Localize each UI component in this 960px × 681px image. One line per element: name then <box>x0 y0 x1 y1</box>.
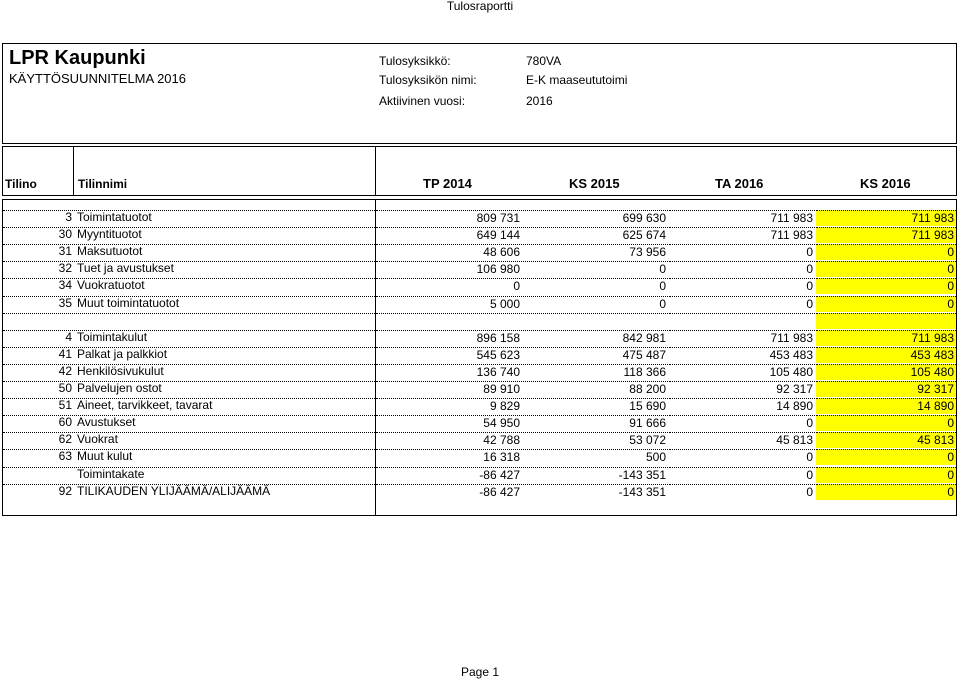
value-ks2015: 475 487 <box>523 347 668 363</box>
page-number: Page 1 <box>460 665 500 679</box>
value-ta2016: 92 317 <box>669 381 815 397</box>
value-ks2016: 0 <box>816 278 956 294</box>
field-value-unit-name: E-K maaseututoimi <box>526 73 628 87</box>
column-header-row <box>2 146 957 196</box>
report-header <box>2 43 957 144</box>
table-row <box>3 449 956 465</box>
value-tp2014: 136 740 <box>376 364 522 380</box>
value-ta2016: 711 983 <box>669 330 815 346</box>
value-ta2016: 45 813 <box>669 432 815 448</box>
organization-name: LPR Kaupunki <box>9 47 146 69</box>
account-number: 35 <box>58 295 72 310</box>
value-ta2016: 0 <box>669 261 815 277</box>
account-name: TILIKAUDEN YLIJÄÄMÄ/ALIJÄÄMÄ <box>77 483 271 498</box>
account-name: Muut kulut <box>77 449 133 464</box>
value-ks2016: 92 317 <box>816 381 956 397</box>
value-tp2014: -86 427 <box>376 467 522 483</box>
column-header-tp2014: TP 2014 <box>423 176 472 191</box>
value-tp2014 <box>376 313 522 329</box>
table-row <box>3 381 956 397</box>
value-ta2016: 0 <box>669 244 815 260</box>
document-title: Tulosraportti <box>446 0 514 13</box>
account-number: 62 <box>58 432 72 447</box>
table-row <box>3 398 956 414</box>
table-row <box>3 278 956 294</box>
value-ta2016: 105 480 <box>669 364 815 380</box>
name-cell-border <box>3 313 375 329</box>
value-ks2016: 0 <box>816 261 956 277</box>
value-ta2016: 711 983 <box>669 227 815 243</box>
value-ks2015: 500 <box>523 449 668 465</box>
column-divider <box>73 147 74 195</box>
column-header-ks2015: KS 2015 <box>569 176 620 191</box>
value-tp2014: 649 144 <box>376 227 522 243</box>
account-name: Aineet, tarvikkeet, tavarat <box>77 398 213 413</box>
value-ks2016: 711 983 <box>816 227 956 243</box>
value-ks2015: 0 <box>523 296 668 312</box>
value-tp2014: 16 318 <box>376 449 522 465</box>
account-name: Muut toimintatuotot <box>77 295 180 310</box>
value-ks2015: 118 366 <box>523 364 668 380</box>
account-name: Palkat ja palkkiot <box>77 346 168 361</box>
value-tp2014: 54 950 <box>376 415 522 431</box>
table-row <box>3 330 956 346</box>
value-tp2014: 42 788 <box>376 432 522 448</box>
value-ks2015: 88 200 <box>523 381 668 397</box>
value-tp2014: 5 000 <box>376 296 522 312</box>
table-row <box>3 415 956 431</box>
field-label-unit: Tulosyksikkö: <box>379 54 451 68</box>
value-ks2015: 0 <box>523 278 668 294</box>
value-ta2016: 0 <box>669 415 815 431</box>
account-name: Maksutuotot <box>77 244 143 259</box>
table-row <box>3 467 956 483</box>
account-name: Vuokratuotot <box>77 278 145 293</box>
account-number: 30 <box>58 227 72 242</box>
account-name: Toimintatuotot <box>77 210 152 224</box>
value-ks2016: 711 983 <box>816 330 956 346</box>
field-label-active-year: Aktiivinen vuosi: <box>379 94 466 108</box>
column-header-ta2016: TA 2016 <box>715 176 764 191</box>
value-ta2016 <box>669 313 815 329</box>
value-ks2016: 105 480 <box>816 364 956 380</box>
value-ks2016: 0 <box>816 415 956 431</box>
table-row <box>3 210 956 226</box>
value-ta2016: 453 483 <box>669 347 815 363</box>
value-ta2016: 0 <box>669 449 815 465</box>
value-ks2016: 711 983 <box>816 210 956 226</box>
value-ks2016: 0 <box>816 449 956 465</box>
account-number: 63 <box>58 449 72 464</box>
table-row <box>3 313 956 329</box>
account-name: Avustukset <box>77 415 136 430</box>
value-ks2015: 15 690 <box>523 398 668 414</box>
account-number: 4 <box>65 329 72 344</box>
column-divider <box>375 147 376 195</box>
value-ks2016: 14 890 <box>816 398 956 414</box>
value-tp2014: 0 <box>376 278 522 294</box>
value-tp2014: 9 829 <box>376 398 522 414</box>
account-number: 34 <box>58 278 72 293</box>
value-ks2015: 699 630 <box>523 210 668 226</box>
account-name: Myyntituotot <box>77 227 142 242</box>
value-ks2015: 0 <box>523 261 668 277</box>
column-header-ks2016: KS 2016 <box>860 176 911 191</box>
table-row <box>3 296 956 312</box>
value-ks2015: 625 674 <box>523 227 668 243</box>
value-tp2014: 545 623 <box>376 347 522 363</box>
value-ks2016: 45 813 <box>816 432 956 448</box>
value-tp2014: 48 606 <box>376 244 522 260</box>
account-number: 42 <box>58 363 72 378</box>
value-tp2014: 809 731 <box>376 210 522 226</box>
name-cell-border <box>3 467 375 483</box>
value-ks2015: 91 666 <box>523 415 668 431</box>
value-ta2016: 14 890 <box>669 398 815 414</box>
field-value-active-year: 2016 <box>526 94 553 108</box>
value-ks2016 <box>816 313 956 329</box>
value-ks2016: 0 <box>816 244 956 260</box>
value-ta2016: 0 <box>669 484 815 500</box>
value-ks2015: -143 351 <box>523 484 668 500</box>
value-ks2015: 842 981 <box>523 330 668 346</box>
table-row <box>3 347 956 363</box>
account-name: Tuet ja avustukset <box>77 261 174 276</box>
account-name: Toimintakulut <box>77 329 148 344</box>
account-number: 50 <box>58 381 72 395</box>
value-tp2014: 106 980 <box>376 261 522 277</box>
account-number: 51 <box>58 398 72 413</box>
value-ta2016: 0 <box>669 278 815 294</box>
field-value-unit: 780VA <box>526 54 562 68</box>
value-ks2015: 73 956 <box>523 244 668 260</box>
account-name: Henkilösivukulut <box>77 363 164 378</box>
field-label-unit-name: Tulosyksikön nimi: <box>379 73 477 87</box>
account-name: Vuokrat <box>77 432 118 447</box>
account-number: 60 <box>58 415 72 430</box>
data-table <box>2 199 957 516</box>
table-row <box>3 227 956 243</box>
column-header-account-no: Tilino <box>5 177 37 191</box>
account-number: 31 <box>58 244 72 259</box>
table-row <box>3 484 956 500</box>
table-row <box>3 432 956 448</box>
table-row <box>3 261 956 277</box>
table-row <box>3 244 956 260</box>
value-ta2016: 0 <box>669 296 815 312</box>
value-ks2016: 0 <box>816 467 956 483</box>
account-number: 41 <box>58 346 72 361</box>
account-name: Palvelujen ostot <box>77 381 162 395</box>
value-ks2016: 453 483 <box>816 347 956 363</box>
value-tp2014: 89 910 <box>376 381 522 397</box>
value-ks2016: 0 <box>816 296 956 312</box>
account-name: Toimintakate <box>77 466 145 481</box>
value-ks2015: -143 351 <box>523 467 668 483</box>
table-row <box>3 364 956 380</box>
value-ks2015: 53 072 <box>523 432 668 448</box>
value-ta2016: 0 <box>669 467 815 483</box>
value-ks2015 <box>523 313 668 329</box>
plan-title: KÄYTTÖSUUNNITELMA 2016 <box>9 71 186 86</box>
value-ta2016: 711 983 <box>669 210 815 226</box>
value-tp2014: -86 427 <box>376 484 522 500</box>
account-number: 3 <box>65 210 72 224</box>
account-number: 92 <box>58 483 72 498</box>
value-tp2014: 896 158 <box>376 330 522 346</box>
column-header-account-name: Tilinnimi <box>78 177 128 191</box>
account-number: 32 <box>58 261 72 276</box>
value-ks2016: 0 <box>816 484 956 500</box>
